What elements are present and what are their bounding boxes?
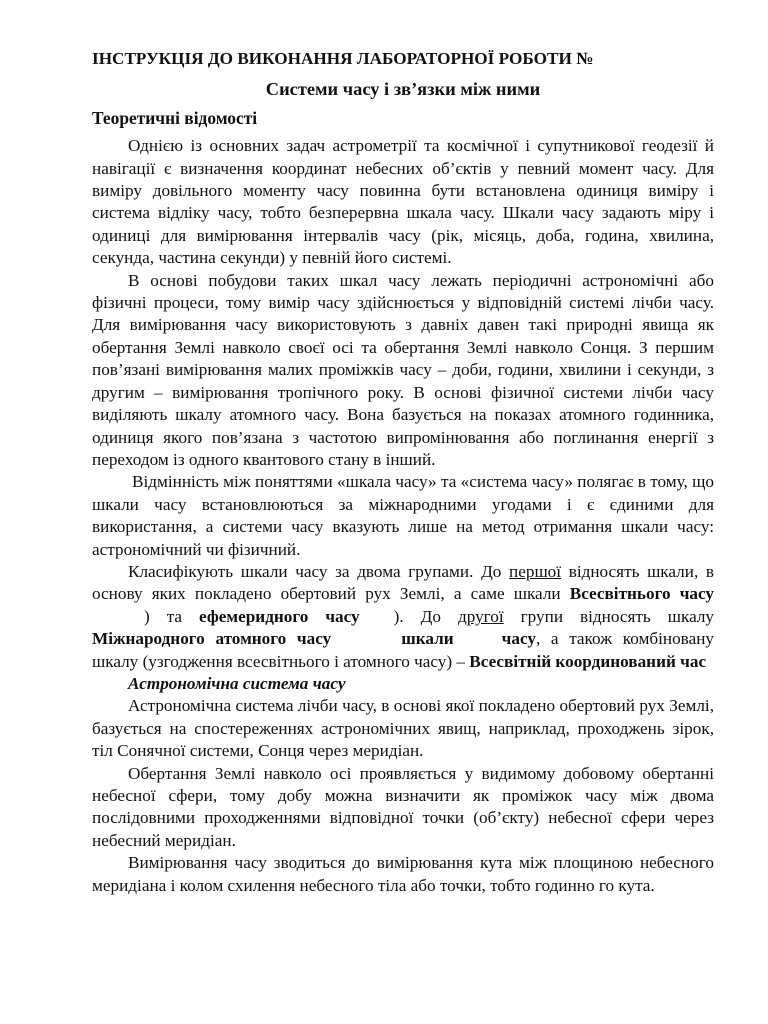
p4-text-2: відносять шкали, в основу яких покладено обертовий рух Землі, а саме шкали	[92, 561, 715, 604]
subheading-astronomical-system: Астрономічна система часу	[128, 673, 346, 693]
paragraph-5: Астрономічна система лічби часу, в основі якої покладено обертовий рух Землі, базується на спостереженнях астрономічних явищ, наприклад, проходжень зірок, тіл Сонячної системи, Сонця через меридіан.	[92, 696, 714, 761]
paragraph-6: Обертання Землі навколо осі проявляється у видимому добовому обертанні небесної сфери, тому добу можна визначити як проміжок часу між двома послідовними проходженнями відповідної точки (об’єкту) небесної сфери через небесний меридіан.	[92, 763, 714, 850]
paragraph-1: Однією із основних задач астрометрії та космічної і супутникової геодезії й навігації є визначення координат небесних об’єктів у певний момент часу. Для виміру довільного моменту часу повинна бути встановлена одиниця виміру і система відліку часу, тобто безперервна шкала часу. Шкали часу задають міру і одиниці для вимірювання інтервалів часу (рік, місяць, доба, година, хвилина, секунда, частина секунди) у певній його системі.	[92, 136, 714, 268]
p4-bold-ephemeris-time: ефемеридного часу	[199, 606, 360, 626]
p4-text-3: ) та	[144, 606, 200, 626]
document-title: ІНСТРУКЦІЯ ДО ВИКОНАННЯ ЛАБОРАТОРНОЇ РОБОТИ №	[92, 49, 594, 68]
p4-underlined-second: другої	[457, 606, 504, 626]
p4-bold-time: часу	[501, 629, 536, 649]
p4-underlined-first: першої	[509, 561, 562, 581]
paragraph-4	[92, 561, 714, 673]
p4-bold-scales: шкали	[401, 629, 454, 649]
paragraph-3: Відмінність між поняттями «шкала часу» та «система часу» полягає в тому, що шкали часу встановлюються за міжнародними угодами і є єдиними для використання, а системи часу вказують лише на метод отримання шкали часу: астрономічний чи фізичний.	[92, 472, 714, 559]
p4-text-1: Класифікують шкали часу за двома групами. До	[128, 561, 510, 581]
p4-bold-utc: Всесвітній координований час	[469, 651, 707, 671]
p4-text-6: , а також комбіновану шкалу (узгодження всесвітнього і атомного часу) –	[92, 629, 714, 671]
paragraph-7: Вимірювання часу зводиться до вимірювання кута між площиною небесного меридіана і колом схилення небесного тіла або точки, тобто годинно го кута.	[92, 853, 714, 895]
section-title: Теоретичні відомості	[92, 107, 258, 128]
p4-text-4: ). До	[393, 606, 458, 626]
document-page	[92, 48, 714, 897]
document-subtitle: Системи часу і зв’язки між ними	[265, 79, 541, 100]
p4-bold-atomic-time: Міжнародного атомного часу	[92, 629, 332, 649]
p4-bold-universal-time: Всесвітнього часу	[569, 584, 715, 604]
paragraph-2: В основі побудови таких шкал часу лежать періодичні астрономічні або фізичні процеси, тому вимір часу здійснюється у відповідній системі лічби часу. Для вимірювання часу використовують з давніх давен такі природні явища як обертання Землі навколо своєї осі та обертання Землі навколо Сонця. З першим пов’язані вимірювання малих проміжків часу – доби, години, хвилини і секунди, з другим – вимірювання тропічного року. В основі фізичної системи лічби часу виділяють шкалу атомного часу. Вона базується на показах атомного годинника, одиниця якого пов’язана з частотою випромінювання або поглинання енергії з переходом із одного квантового стану в інший.	[92, 270, 714, 469]
p4-text-5: групи відносять шкалу	[503, 606, 715, 626]
